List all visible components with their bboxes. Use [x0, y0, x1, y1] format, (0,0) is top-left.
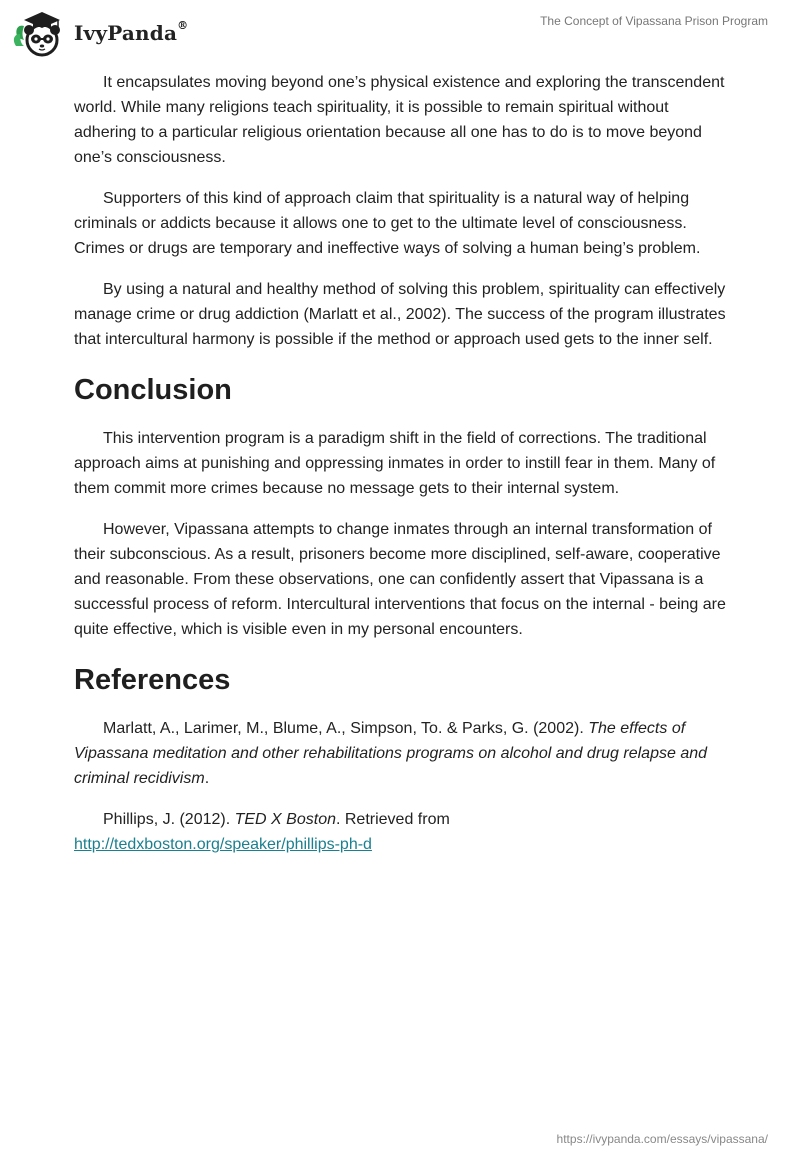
- panda-graduate-icon: [12, 8, 68, 58]
- registered-mark: ®: [177, 19, 189, 32]
- brand-logo[interactable]: [12, 8, 188, 58]
- references-heading: References: [74, 664, 231, 696]
- reference-authors: Marlatt, A., Larimer, M., Blume, A., Simpson, To. & Parks, G. (2002).: [103, 720, 589, 737]
- conclusion-heading: Conclusion: [74, 374, 232, 406]
- reference-title: The effects of Vipassana meditation and other rehabilitations programs on alcohol and drug relapse and criminal recidivism: [74, 720, 708, 787]
- reference-suffix: .: [204, 770, 210, 787]
- body-paragraph: Supporters of this kind of approach claim that spirituality is a natural way of helping criminals or addicts because it allows one to get to the ultimate level of consciousness. Crimes or drugs are temporary and ineffective ways of solving a human being’s problem.: [74, 190, 701, 257]
- reference-item: [74, 807, 734, 857]
- footer-url: https://ivypanda.com/essays/vipassana/: [556, 1132, 768, 1146]
- conclusion-paragraph: However, Vipassana attempts to change inmates through an internal transformation of their subconscious. As a result, prisoners become more disciplined, self-aware, cooperative and reasonable. From these observations, one can confidently assert that Vipassana is a successful process of reform. Intercultural interventions that focus on the internal - being are quite effective, which is visible even in my personal encounters.: [74, 521, 726, 638]
- brand-name: IvyPanda®: [74, 19, 189, 45]
- body-paragraph: It encapsulates moving beyond one’s physical existence and exploring the transcendent world. While many religions teach spirituality, it is possible to remain spiritual without adhering to a particular religious orientation because all one has to do is to move beyond one’s consciousness.: [74, 74, 725, 166]
- reference-authors: Phillips, J. (2012).: [103, 811, 235, 828]
- reference-suffix: . Retrieved from: [335, 811, 450, 828]
- reference-title: TED X Boston: [234, 811, 336, 828]
- reference-link[interactable]: http://tedxboston.org/speaker/phillips-ph-d: [74, 836, 372, 853]
- page-header: [0, 0, 800, 64]
- essay-content: [74, 70, 734, 873]
- body-paragraph: By using a natural and healthy method of solving this problem, spirituality can effectively manage crime or drug addiction (Marlatt et al., 2002). The success of the program illustrates that intercultural harmony is possible if the method or approach used gets to the inner self.: [74, 281, 726, 348]
- reference-item: [74, 716, 734, 791]
- conclusion-paragraph: This intervention program is a paradigm shift in the field of corrections. The traditional approach aims at punishing and oppressing inmates in order to instill fear in them. Many of them commit more crimes because no message gets to their internal system.: [74, 430, 716, 497]
- document-title: The Concept of Vipassana Prison Program: [540, 14, 768, 28]
